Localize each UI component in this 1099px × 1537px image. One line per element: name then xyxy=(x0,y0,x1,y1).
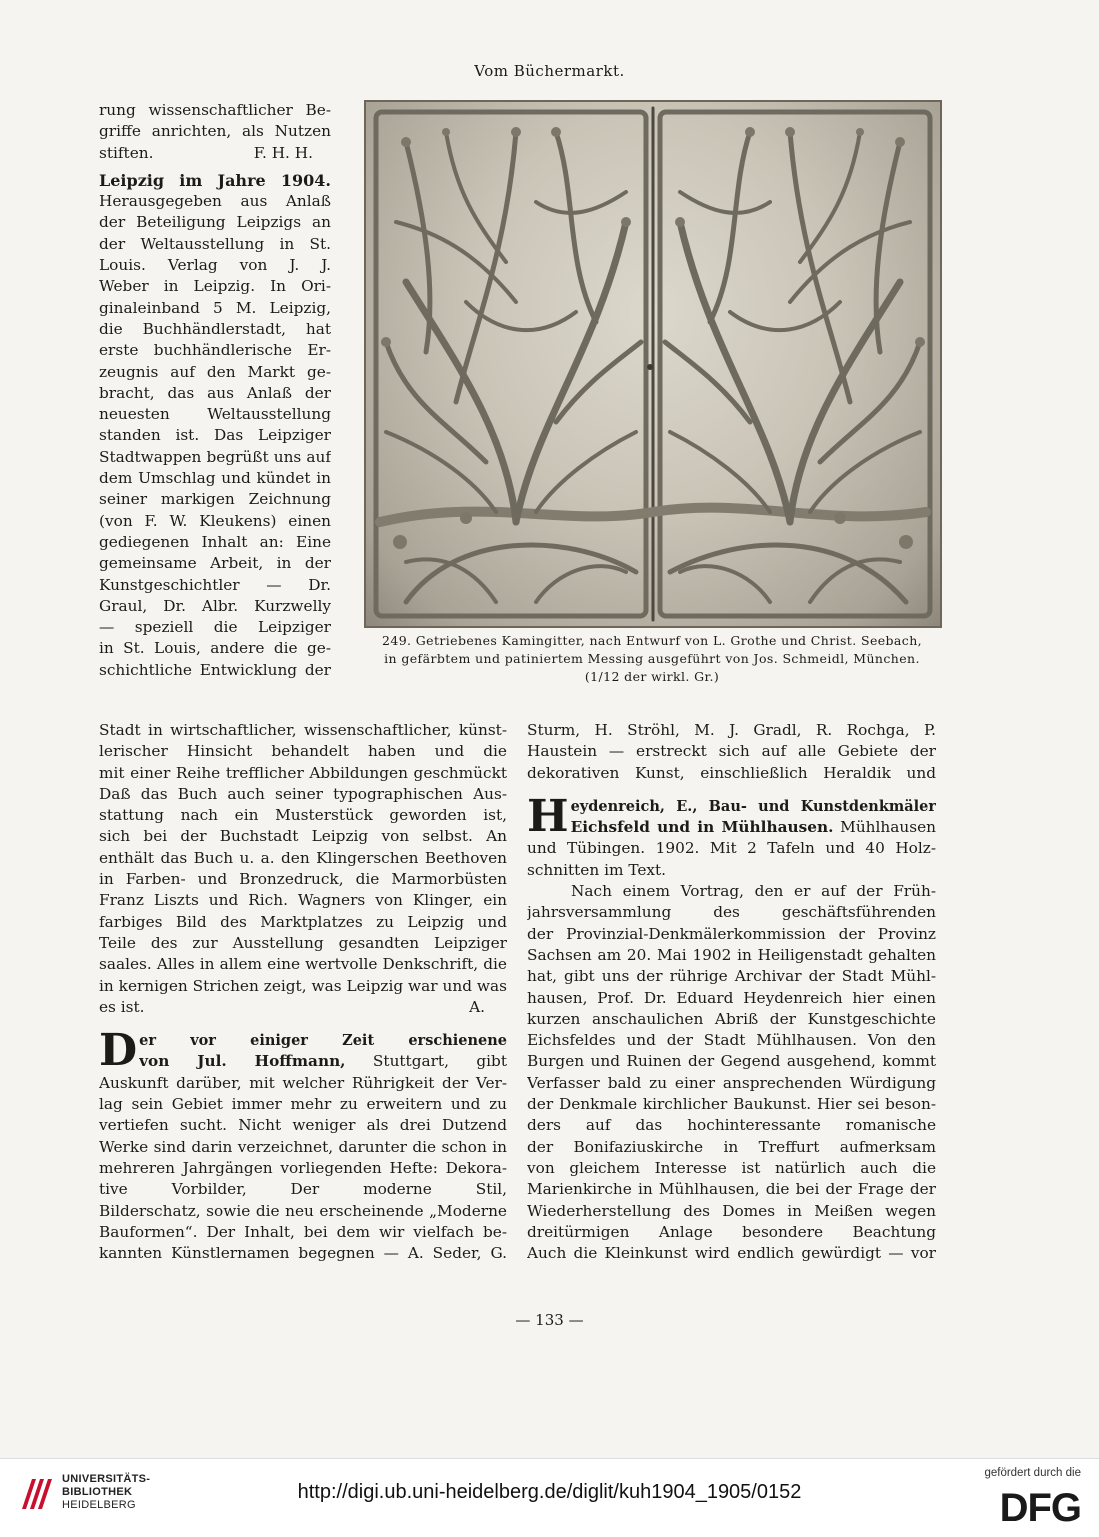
right-column xyxy=(527,720,936,1264)
left-column xyxy=(99,720,507,1264)
text-line: sich bei der Buchstadt Leipzig von selbst. An xyxy=(99,827,507,846)
text-line: der Denkmale kirchlicher Baukunst. Hier sei beson- xyxy=(527,1095,936,1114)
ornamental-gate-icon xyxy=(366,102,940,626)
caption-line: (1/12 der wirkl. Gr.) xyxy=(584,669,720,684)
text-line: Verfasser bald zu einer ansprechenden Würdigung xyxy=(527,1073,936,1092)
text-line: Daß das Buch auch seiner typographischen Aus- xyxy=(99,784,507,803)
text-line: Herausgegeben aus Anlaß xyxy=(99,192,331,211)
text-line: Louis. Verlag von J. J. xyxy=(99,256,331,275)
text-line: (von F. W. Kleukens) einen xyxy=(99,511,331,530)
text-line: Teile des zur Ausstellung gesandten Leipziger xyxy=(99,933,507,952)
text-line: von gleichem Interesse ist natürlich auch die xyxy=(527,1158,936,1177)
text-line: der Weltausstellung in St. xyxy=(99,234,331,253)
review-heading: er vor einiger Zeit erschienene xyxy=(139,1032,507,1050)
text-line: Sturm, H. Ströhl, M. J. Gradl, R. Rochga, P. xyxy=(527,721,936,739)
review-heydenreich xyxy=(527,790,936,1265)
drop-cap: D xyxy=(99,1025,138,1077)
text-line: der Beteiligung Leipzigs an xyxy=(99,213,331,232)
funder-label: gefördert durch die xyxy=(984,1467,1081,1479)
text-line: mehreren Jahrgängen vorliegenden Hefte: Dekora- xyxy=(99,1158,507,1177)
signature: A. xyxy=(469,997,485,1016)
text-line: Nach einem Vortrag, den er auf der Früh- xyxy=(571,882,936,901)
text-line: mit einer Reihe trefflicher Abbildungen geschmückt xyxy=(99,763,507,782)
text-line: Werke sind darin verzeichnet, darunter die schon in xyxy=(99,1137,507,1156)
text-line: vertiefen sucht. Nicht weniger als drei Dutzend xyxy=(99,1116,507,1135)
text-line: der Bonifaziuskirche in Treffurt aufmerksam xyxy=(527,1137,936,1156)
review-verlagskatalog xyxy=(99,1025,507,1264)
text-line: dreitürmigen Anlage besondere Beachtung xyxy=(527,1222,936,1241)
text-line: schnitten im Text. xyxy=(527,860,667,879)
text-line: rung wissenschaftlicher Be- xyxy=(99,101,331,119)
text-line: Wiederherstellung des Domes in Meißen wegen xyxy=(527,1201,936,1220)
text-line: Haustein — erstreckt sich auf alle Gebiete der xyxy=(527,742,936,761)
text-line: Eichsfeldes und der Stadt Mühlhausen. Von den xyxy=(527,1031,936,1050)
text-line: ders auf das hochinteressante romanische xyxy=(527,1116,936,1135)
text-line: standen ist. Das Leipziger xyxy=(99,426,331,445)
text-line: der Provinzial-Denkmälerkommission der Provinz xyxy=(527,924,936,943)
text-line: Graul, Dr. Albr. Kurzwelly xyxy=(99,596,331,615)
review-leipzig xyxy=(99,170,331,681)
text-line: bracht, das aus Anlaß der xyxy=(99,383,331,402)
running-head: Vom Büchermarkt. xyxy=(474,62,625,80)
text-line: ginaleinband 5 M. Leipzig, xyxy=(99,298,331,317)
text-line: stattung nach ein Musterstück geworden ist, xyxy=(99,806,507,825)
text-line: lag sein Gebiet immer mehr zu erweitern und zu xyxy=(99,1095,507,1114)
text-line: Franz Liszts und Rich. Wagners von Klinger, ein xyxy=(99,891,507,910)
text-line: jahrsversammlung des geschäftsführenden xyxy=(527,903,936,922)
text-line: Auskunft darüber, mit welcher Rührigkeit der Ver- xyxy=(99,1073,507,1092)
text-line: erste buchhändlerische Er- xyxy=(99,341,331,360)
page-number: — 133 — xyxy=(515,1311,584,1329)
text-line: griffe anrichten, als Nutzen xyxy=(99,122,331,141)
left-narrow-column xyxy=(99,100,331,681)
drop-cap: H xyxy=(527,790,569,842)
text-line: Bauformen“. Der Inhalt, bei dem wir vielfach be- xyxy=(99,1222,507,1241)
text-line: dekorativen Kunst, einschließlich Heraldik und xyxy=(527,763,936,782)
text-line: in kernigen Strichen zeigt, was Leipzig war und was xyxy=(99,976,507,995)
caption-line: in gefärbtem und patiniertem Messing ausgeführt von Jos. Schmeidl, München. xyxy=(384,651,920,666)
review-heading-line: Eichsfeld und in Mühlhausen. Mühlhausen xyxy=(570,818,936,837)
caption-line: 249. Getriebenes Kamingitter, nach Entwurf von L. Grothe und Christ. Seebach, xyxy=(381,633,923,648)
text-line: kurzen anschaulichen Abriß der Kunstgeschichte xyxy=(527,1009,936,1028)
text-line: saales. Alles in allem eine wertvolle Denkschrift, die xyxy=(99,955,507,974)
text-line: und Tübingen. 1902. Mit 2 Tafeln und 40 Holz- xyxy=(527,839,936,858)
text-line-with-signature: es ist. A. xyxy=(99,997,507,1018)
signature: F. H. H. xyxy=(253,143,313,162)
text-line: kannten Künstlernamen begegnen — A. Seder, G. xyxy=(99,1244,507,1263)
text-line-with-signature: stiften. F. H. H. xyxy=(99,143,331,164)
text-line: die Buchhändlerstadt, hat xyxy=(99,319,331,338)
university-library-name[interactable]: UNIVERSITÄTS- BIBLIOTHEK HEIDELBERG xyxy=(62,1473,151,1511)
text-line: Auch die Kleinkunst wird endlich gewürdigt — vor xyxy=(527,1244,936,1263)
footer-bar xyxy=(0,1458,1099,1537)
text-line: farbiges Bild des Marktplatzes zu Leipzig und xyxy=(99,912,507,931)
figure-caption xyxy=(352,632,952,686)
text-line: neuesten Weltausstellung xyxy=(99,405,331,424)
text-line: seiner markigen Zeichnung xyxy=(99,490,331,509)
text-line: Bilderschatz, sowie die neu erscheinende „Moderne xyxy=(99,1201,507,1220)
text-line: gemeinsame Arbeit, in der xyxy=(99,554,331,573)
review-heading: Leipzig im Jahre 1904. xyxy=(99,170,331,190)
text-line: hausen, Prof. Dr. Eduard Heydenreich hier einen xyxy=(527,988,936,1007)
text-line: Burgen und Ruinen der Gegend ausgehend, kommt xyxy=(527,1052,936,1071)
review-heading-line: von Jul. Hoffmann, Stuttgart, gibt xyxy=(139,1052,507,1071)
dfg-logo[interactable]: DFG xyxy=(999,1486,1081,1530)
text-line: schichtliche Entwicklung der xyxy=(99,660,331,679)
text-line: Weber in Leipzig. In Ori- xyxy=(99,277,331,296)
text-line: in Farben- und Bronzedruck, die Marmorbüsten xyxy=(99,870,507,889)
text-line: Sachsen am 20. Mai 1902 in Heiligenstadt gehalten xyxy=(527,945,936,964)
fireplace-screen-illustration xyxy=(364,100,942,628)
text-line: tive Vorbilder, Der moderne Stil, xyxy=(99,1180,507,1199)
text-line: Marienkirche in Mühlhausen, die bei der Frage der xyxy=(527,1180,936,1199)
text-line: Kunstgeschichtler — Dr. xyxy=(99,575,331,594)
text-line: enthält das Buch u. a. den Klingerschen Beethoven xyxy=(99,848,507,867)
text-line: Stadt in wirtschaftlicher, wissenschaftlicher, künst- xyxy=(99,721,507,739)
text-line: Stadtwappen begrüßt uns auf xyxy=(99,447,331,466)
permalink-url[interactable]: http://digi.ub.uni-heidelberg.de/diglit/kuh1904_1905/0152 xyxy=(297,1481,802,1503)
text-line: zeugnis auf den Markt ge- xyxy=(99,362,331,381)
text-line: — speziell die Leipziger xyxy=(99,618,331,637)
text-line: dem Umschlag und kündet in xyxy=(99,469,331,488)
review-heading: eydenreich, E., Bau- und Kunstdenkmäler xyxy=(570,797,936,815)
text-line: in St. Louis, andere die ge- xyxy=(99,639,331,658)
text-line: lerischer Hinsicht behandelt haben und die xyxy=(99,742,507,761)
text-line: gediegenen Inhalt an: Eine xyxy=(99,532,331,551)
text-line: hat, gibt uns der rührige Archivar der Stadt Mühl- xyxy=(527,967,936,986)
